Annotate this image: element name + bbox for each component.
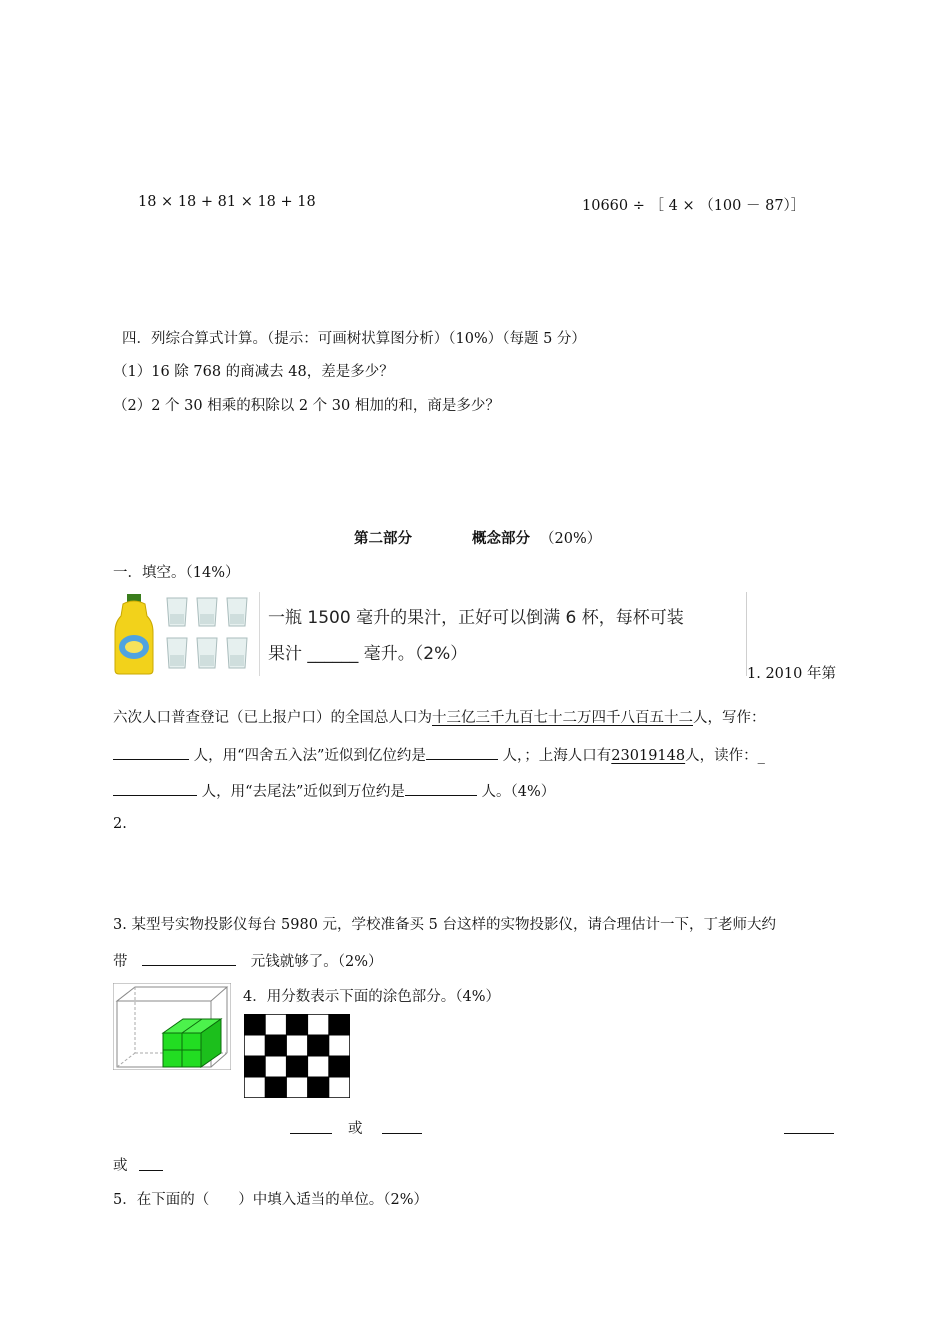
section-4-title: 四．列综合算式计算。（提示：可画树状算图分析）（10%）（每题 5 分） bbox=[122, 331, 586, 347]
part-2-title-percent: （20%） bbox=[540, 531, 602, 547]
checkerboard-figure bbox=[244, 1014, 350, 1098]
blank-cube-fraction-2[interactable] bbox=[139, 1156, 163, 1171]
q1-line2-text-a: 人，用“四舍五入法”近似到亿位约是 bbox=[193, 748, 426, 764]
q3-line2-text-b: 元钱就够了。（2%） bbox=[250, 954, 383, 970]
question-2-number: 2. bbox=[113, 816, 127, 832]
blank-write-number[interactable] bbox=[113, 745, 189, 760]
question-1-start: 1. 2010 年第 bbox=[747, 666, 836, 682]
question-3-line-1: 3. 某型号实物投影仪每台 5980 元，学校准备买 5 台这样的实物投影仪，请合理估计一下，丁老师大约 bbox=[113, 917, 777, 933]
checkerboard-icon bbox=[244, 1014, 350, 1098]
expression-1: 18 × 18 + 81 × 18 + 18 bbox=[138, 194, 316, 210]
cube-figure bbox=[113, 983, 231, 1070]
question-1-line-3 bbox=[113, 780, 555, 801]
q1-line2-text-c: 人，读作：_ bbox=[685, 748, 765, 764]
juice-problem-text bbox=[268, 600, 684, 672]
q1-line3-text-a: 人，用“去尾法”近似到万位约是 bbox=[201, 784, 405, 800]
question-1-line-1 bbox=[113, 706, 766, 727]
juice-problem-image bbox=[113, 592, 747, 676]
blank-floor-to-wan[interactable] bbox=[405, 781, 477, 796]
q1-line2-text-b: 人，；上海人口有 bbox=[502, 748, 612, 764]
or-word-2: 或 bbox=[113, 1158, 128, 1174]
q3-line2-text-a: 带 bbox=[113, 954, 128, 970]
juice-image-divider bbox=[259, 592, 260, 676]
or-word-1: 或 bbox=[348, 1121, 363, 1137]
section-4-question-2: （2）2 个 30 相乘的积除以 2 个 30 相加的和，商是多少？ bbox=[113, 398, 500, 414]
blank-read-number[interactable] bbox=[113, 781, 197, 796]
question-5-title: 5．在下面的（ ）中填入适当的单位。（2%） bbox=[113, 1192, 428, 1208]
juice-problem-line-1: 一瓶 1500 毫升的果汁，正好可以倒满 6 杯，每杯可装 bbox=[268, 608, 684, 628]
q1-population-words: 十三亿三千九百七十二万四千八百五十二 bbox=[432, 710, 693, 726]
question-1-line-2 bbox=[113, 744, 765, 765]
section-4-question-1: （1）16 除 768 的商减去 48，差是多少？ bbox=[113, 364, 394, 380]
blank-money-amount[interactable] bbox=[142, 951, 236, 966]
question-4-title: 4．用分数表示下面的涂色部分。（4%） bbox=[243, 989, 500, 1005]
q1-shanghai-population: 23019148 bbox=[611, 748, 686, 764]
fill-section-title: 一．填空。（14%） bbox=[113, 565, 240, 581]
blank-round-to-yi[interactable] bbox=[426, 745, 498, 760]
juice-bottle-and-cups-icon bbox=[113, 592, 259, 676]
expression-2: 10660 ÷ ［ 4 × （100 － 87）］ bbox=[582, 198, 806, 214]
blank-cube-fraction-1[interactable] bbox=[784, 1119, 834, 1134]
q1-line1-text-b: 人，写作： bbox=[693, 710, 766, 726]
part-2-title-concept: 概念部分 bbox=[472, 530, 530, 547]
question-3-line-2 bbox=[113, 950, 382, 971]
juice-problem-line-2: 果汁 ______ 毫升。（2%） bbox=[268, 644, 468, 664]
q1-line1-text-a: 六次人口普查登记（已上报户口）的全国总人口为 bbox=[113, 710, 432, 726]
q1-line3-text-b: 人。（4%） bbox=[481, 784, 556, 800]
cube-shaded-blocks-icon bbox=[113, 983, 231, 1070]
part-2-title-part: 第二部分 bbox=[354, 530, 412, 547]
blank-checkerboard-fraction-1[interactable] bbox=[290, 1119, 332, 1134]
blank-checkerboard-fraction-2[interactable] bbox=[382, 1119, 422, 1134]
